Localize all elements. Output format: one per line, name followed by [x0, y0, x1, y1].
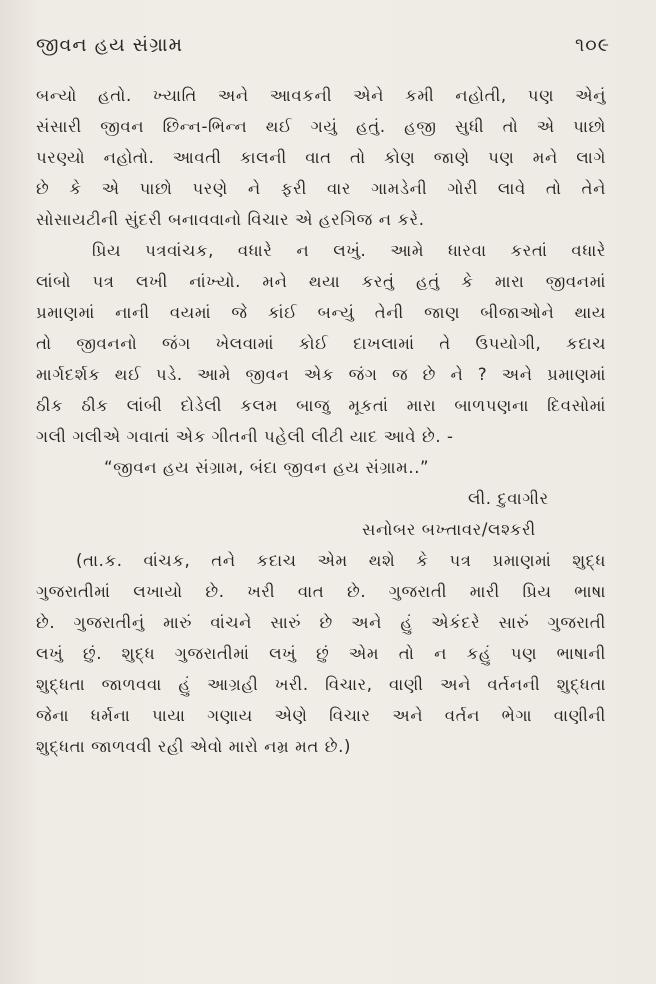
- text-line: ઠીક ઠીક લાંબી દોડેલી કલમ બાજુ મૂકતાં મારા બાળપણના દિવસોમાં: [36, 396, 606, 415]
- text-line: બન્યો હતો. ખ્યાતિ અને આવકની એને કમી નહોતી, પણ એનું: [36, 86, 606, 105]
- text-line: છે કે એ પાછો પરણે ને ફરી વાર ગામડેની ગોરી લાવે તો તેને: [36, 179, 606, 198]
- text-line: પરણ્યો નહોતો. આવતી કાલની વાત તો કોણ જાણે પણ મને લાગે: [36, 148, 607, 167]
- postscript-line: ગુજરાતીમાં લખાયો છે. ખરી વાત છે. ગુજરાતી મારી પ્રિય ભાષા: [36, 582, 606, 601]
- running-title: જીવન હય સંગ્રામ: [36, 34, 184, 56]
- body-text: [36, 80, 606, 762]
- text-line: ગલી ગલીએ ગવાતાં એક ગીતની પહેલી લીટી યાદ આવે છે. -: [36, 427, 454, 446]
- song-quote: “જીવન હય સંગ્રામ, બંદા જીવન હય સંગ્રામ..”: [104, 458, 430, 477]
- postscript-line: જેના ધર્મના પાયા ગણાય એણે વિચાર અને વર્તન ભેગા વાણીની: [36, 706, 606, 725]
- postscript-line: લખું છું. શુદ્ધ ગુજરાતીમાં લખું છું એમ તો ન કહું પણ ભાષાની: [36, 644, 606, 663]
- text-line: સંસારી જીવન છિન્ન-ભિન્ન થઈ ગયું હતું. હજી સુધી તો એ પાછો: [36, 117, 606, 136]
- signature-line-2: સનોબર બખ્તાવર/લશ્કરી: [362, 520, 536, 539]
- text-line: પ્રમાણમાં નાની વયમાં જે કાંઈ બન્યું તેની જાણ બીજાઓને થાય: [36, 303, 606, 322]
- postscript-line: છે. ગુજરાતીનું મારું વાંચને સારું છે અને હું એકંદરે સારું ગુજરાતી: [36, 613, 606, 632]
- postscript-line: (તા.ક. વાંચક, તને કદાચ એમ થશે કે પત્ર પ્રમાણમાં શુદ્ધ: [76, 551, 606, 570]
- text-line: સોસાયટીની સુંદરી બનાવવાનો વિચાર એ હરગિજ ન કરે.: [36, 210, 425, 229]
- postscript-line: શુદ્ધતા જાળવવા હું આગ્રહી ખરી. વિચાર, વાણી અને વર્તનની શુદ્ધતા: [36, 675, 606, 694]
- signature-line-1: લી. દુવાગીર: [468, 489, 549, 508]
- text-line: તો જીવનનો જંગ ખેલવામાં કોઈ દાખલામાં તે ઉપયોગી, કદાચ: [36, 334, 606, 353]
- page-header: [36, 30, 610, 60]
- page-number: ૧૦૯: [575, 34, 610, 56]
- text-line: લાંબો પત્ર લખી નાંખ્યો. મને થયા કરતું હતું કે મારા જીવનમાં: [36, 272, 606, 291]
- postscript-line: શુદ્ધતા જાળવવી રહી એવો મારો નમ્ર મત છે.): [36, 737, 351, 756]
- text-line: પ્રિય પત્રવાંચક, વધારે ન લખું. આમે ધારવા કરતાં વધારે: [92, 241, 606, 260]
- text-line: માર્ગદર્શક થઈ પડે. આમે જીવન એક જંગ જ છે ને ? અને પ્રમાણમાં: [36, 365, 606, 384]
